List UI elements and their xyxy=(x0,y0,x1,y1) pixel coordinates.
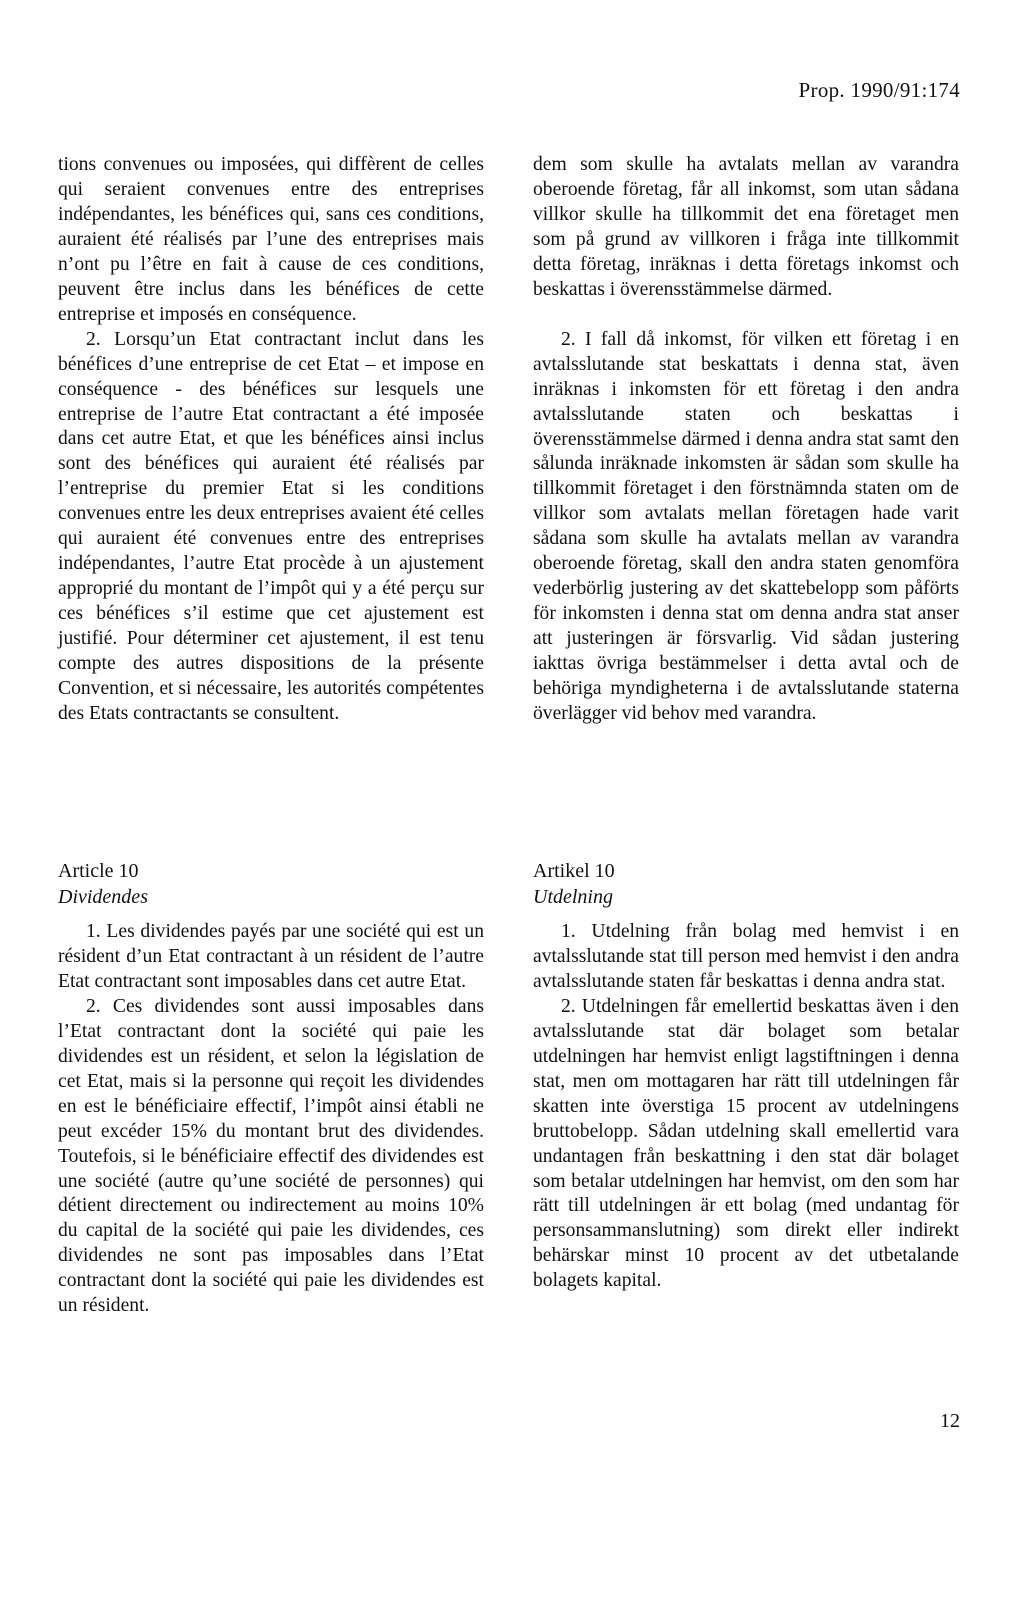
page-number: 12 xyxy=(940,1410,960,1432)
french-text-top xyxy=(58,153,484,727)
swedish-article-paragraph-2: 2. Utdelningen får emellertid beskattas även i den avtalsslutande stat där bolaget som betalar utdelningen har hemvist enligt lagstiftningen i denna stat, men om mottagaren har rätt till utdelningen får skatten inte överstiga 15 procent av utdelningens bruttobelopp. Sådan utdelning skall emellertid vara undantagen från beskattning i den stat där bolaget som betalar utdelningen har hemvist, om den som har rätt till utdelningen är ett bolag (med undantag för personsammanslutning) som direkt eller indirekt behärskar minst 10 procent av det utbetalande bolagets kapital. xyxy=(533,995,959,1292)
french-article-subheading: Dividendes xyxy=(58,886,148,908)
french-article-10 xyxy=(58,858,484,1319)
french-article-heading: Article 10 xyxy=(58,860,139,882)
french-article-paragraph-2: 2. Ces dividendes sont aussi imposables dans l’Etat contractant dont la société qui paie les dividendes est un résident, et selon la législation de cet Etat, mais si la personne qui reçoit les dividendes en est le bénéficiaire effectif, l’impôt ainsi établi ne peut excéder 15% du montant brut des dividendes. Toutefois, si le bénéficiaire effectif des dividendes est une société (autre qu’une société de personnes) qui détient directement ou indirectement au moins 10% du capital de la société qui paie les dividendes, ces dividendes ne sont pas imposables dans l’Etat contractant dont la société qui paie les dividendes est un résident. xyxy=(58,995,484,1317)
swedish-article-10 xyxy=(533,858,959,1294)
swedish-text-top xyxy=(533,153,959,727)
swedish-article-subheading: Utdelning xyxy=(533,886,613,908)
french-paragraph-2: 2. Lorsqu’un Etat contractant inclut dans les bénéfices d’une entreprise de cet Etat – et impose en conséquence - des bénéfices sur lesquels une entreprise de l’autre Etat contractant a été imposée dans cet autre Etat, et que les bénéfices ainsi inclus sont des bénéfices qui auraient été réalisés par l’entreprise du premier Etat si les conditions convenues entre les deux entreprises avaient été celles qui auraient été convenues entre des entreprises indépendantes, l’autre Etat procède à un ajustement approprié du montant de l’impôt qui y a été perçu sur ces bénéfices s’il estime que cet ajustement est justifié. Pour déterminer cet ajustement, il est tenu compte des autres dispositions de la présente Convention, et si nécessaire, les autorités compétentes des Etats contractants se consultent. xyxy=(58,328,484,724)
french-article-paragraph-1: 1. Les dividendes payés par une société qui est un résident d’un Etat contractant à un résident de l’autre Etat contractant sont imposables dans cet autre Etat. xyxy=(58,921,484,992)
swedish-paragraph-2: 2. I fall då inkomst, för vilken ett företag i en avtalsslutande stat beskattats i denna stat, även inräknas i inkomsten för ett företag i den andra avtalsslutande staten och beskattas i överensstämmelse därmed i denna andra stat samt den sålunda inräknade inkomsten är sådan som skulle ha tillkommit företaget i den förstnämnda staten om de villkor som avtalats mellan företagen hade varit sådana som skulle ha avtalats mellan av varandra oberoende företag, skall den andra staten genomföra vederbörlig justering av det skattebelopp som påförts för inkomsten i denna stat om denna andra stat anser att justeringen är försvarlig. Vid sådan justering iakttas övriga bestämmelser i detta avtal och de behöriga myndigheterna i de avtalsslutande staterna överlägger vid behov med varandra. xyxy=(533,328,959,725)
swedish-article-paragraph-1: 1. Utdelning från bolag med hemvist i en avtalsslutande stat till person med hemvist i den andra avtalsslutande staten får beskattas i denna andra stat. xyxy=(533,921,959,992)
swedish-intro-paragraph: dem som skulle ha avtalats mellan av varandra oberoende företag, får all inkomst, som utan sådana villkor skulle ha tillkommit det ena företaget men som på grund av villkoren i fråga inte tillkommit detta företag, inräknas i detta företags inkomst och beskattas i överensstämmelse därmed. xyxy=(533,154,959,300)
swedish-article-heading: Artikel 10 xyxy=(533,860,615,882)
french-intro-paragraph: tions convenues ou imposées, qui diffèrent de celles qui seraient convenues entre des entreprises indépendantes, les bénéfices qui, sans ces conditions, auraient été réalisés par l’une des entreprises mais n’ont pu l’être en fait à cause de ces conditions, peuvent être inclus dans les bénéfices de cette entreprise et imposés en conséquence. xyxy=(58,154,484,325)
document-reference-header: Prop. 1990/91:174 xyxy=(798,78,960,102)
